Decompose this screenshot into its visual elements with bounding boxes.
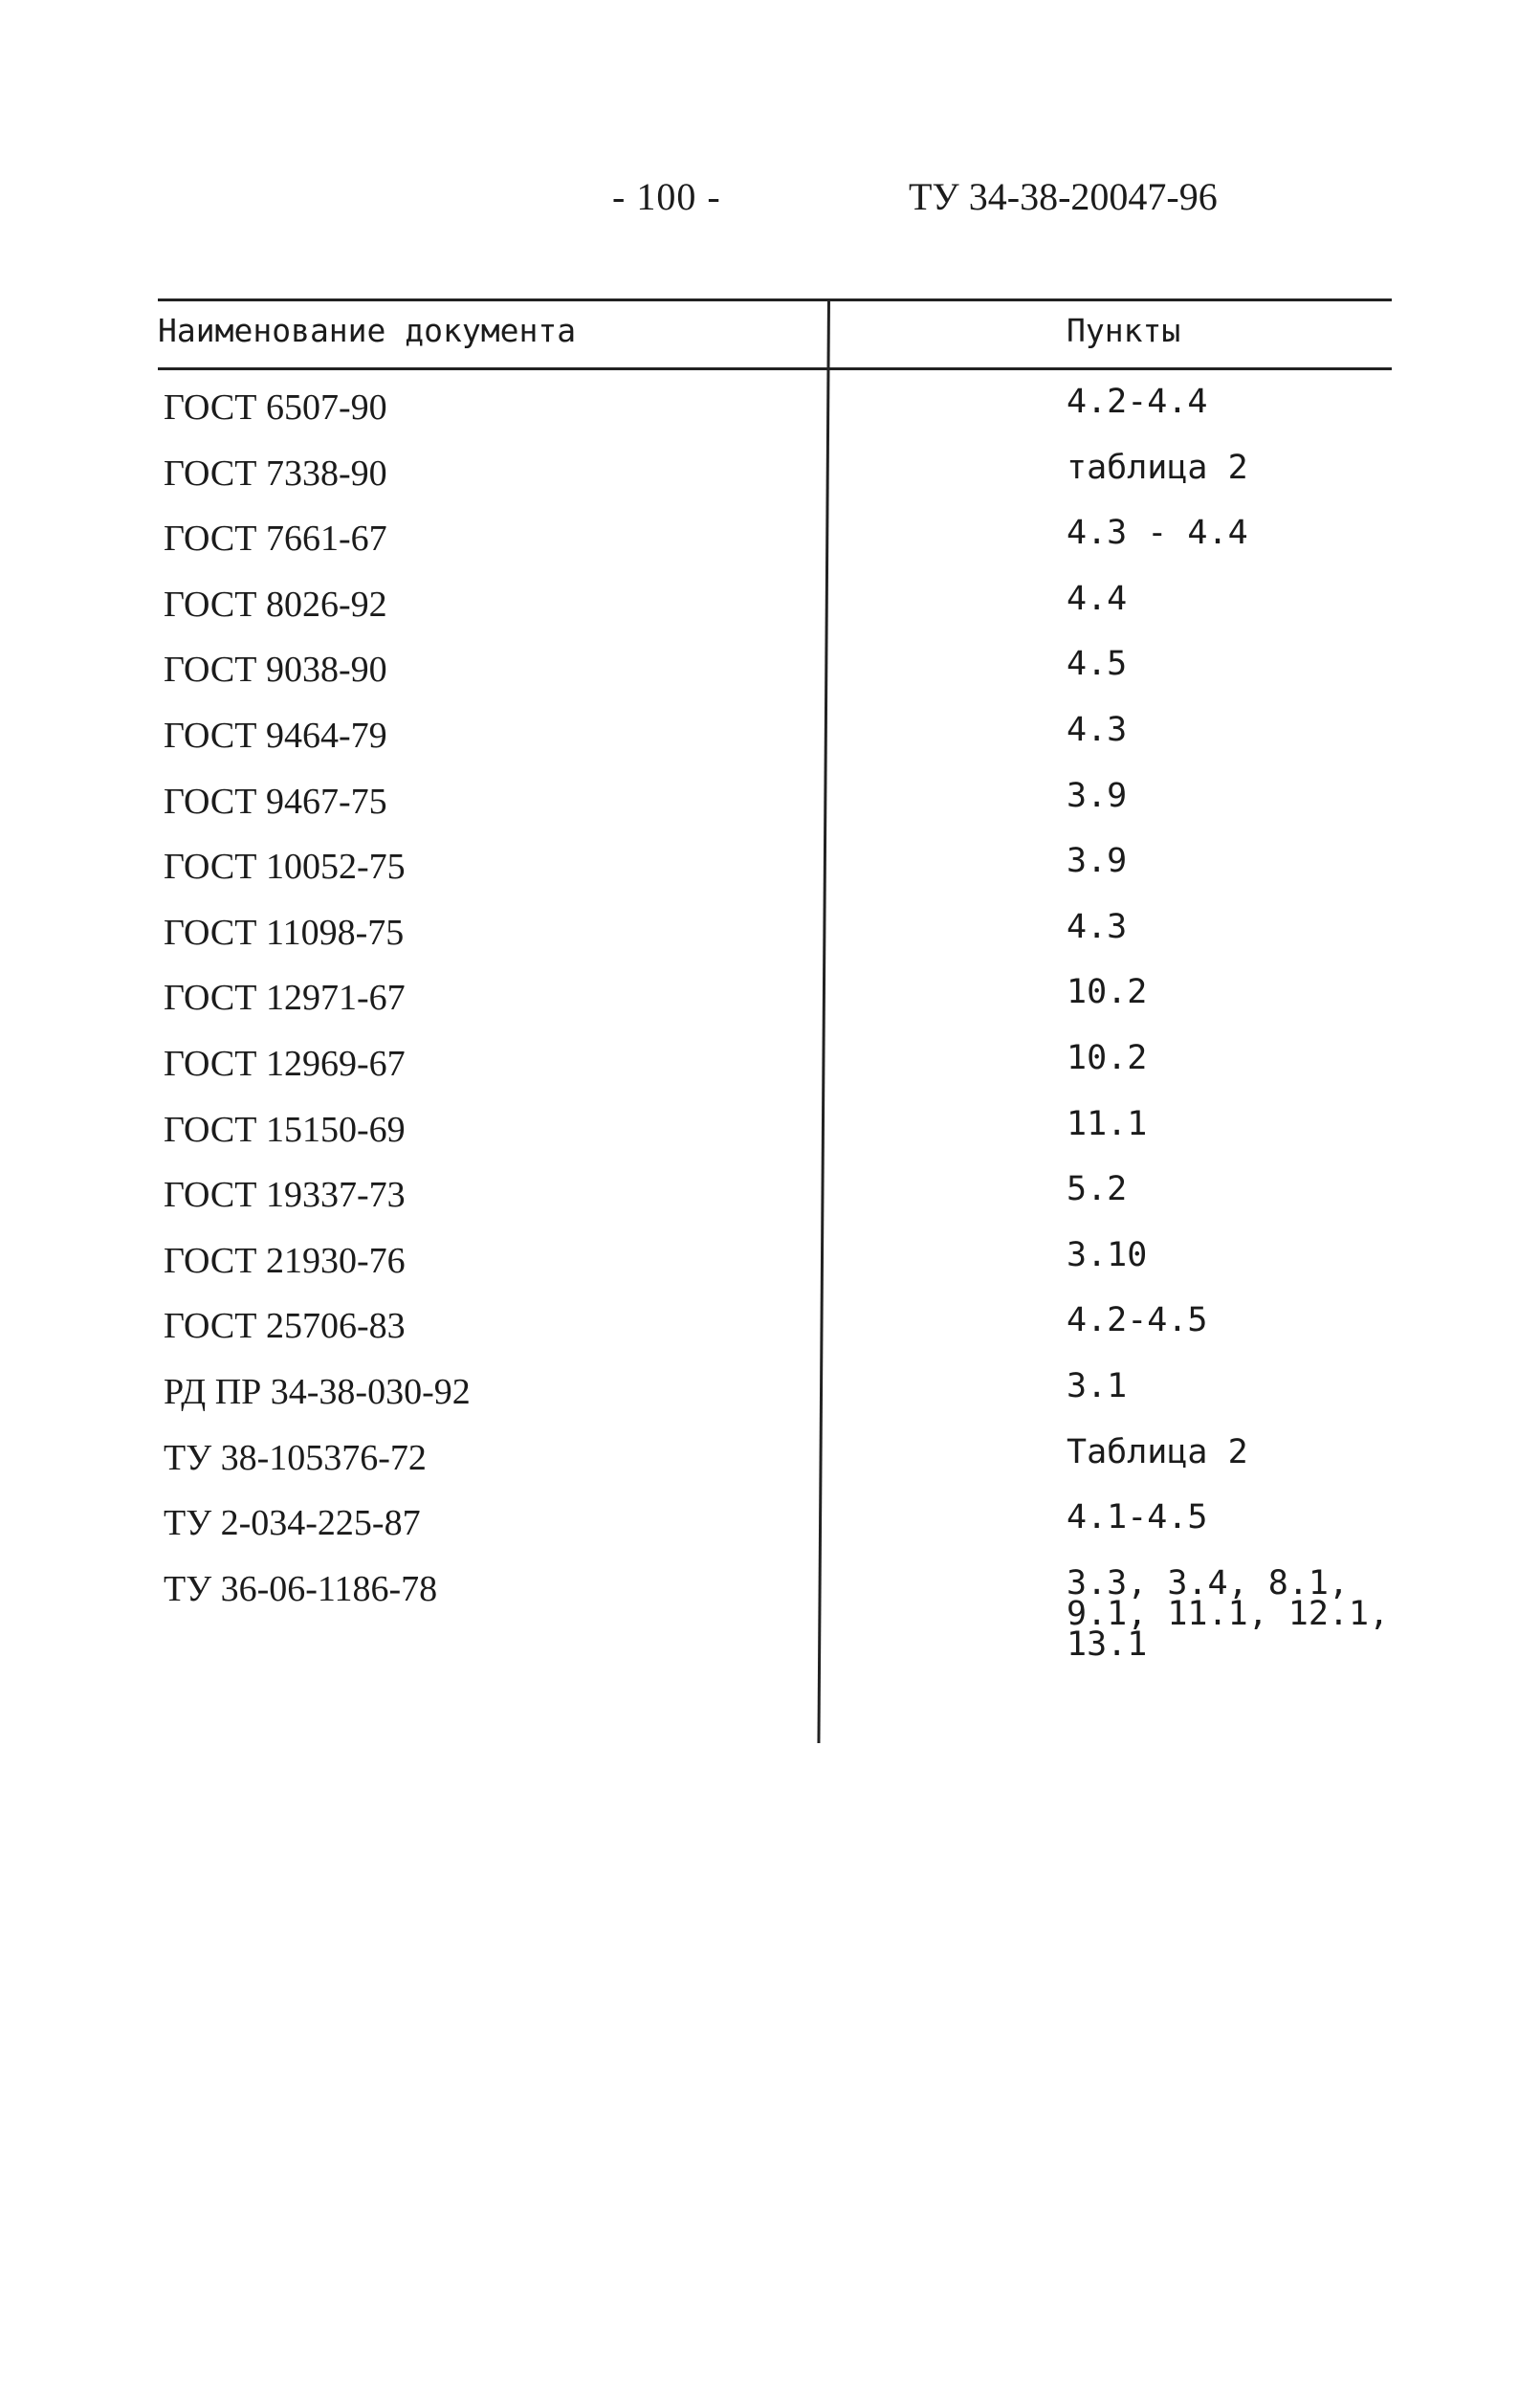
- document-name-cell: ГОСТ 6507-90: [164, 387, 387, 428]
- document-name-cell: ТУ 38-105376-72: [164, 1437, 427, 1478]
- points-cell: 3.3, 3.4, 8.1, 9.1, 11.1, 12.1, 13.1: [1067, 1563, 1390, 1664]
- points-cell: 10.2: [1067, 973, 1148, 1012]
- table-row: [158, 645, 1392, 715]
- table-row: [158, 448, 1392, 519]
- document-name-cell: ГОСТ 9464-79: [164, 715, 387, 756]
- table-row: [158, 1235, 1392, 1306]
- table-row: [158, 710, 1392, 781]
- document-name-cell: ГОСТ 25706-83: [164, 1306, 406, 1347]
- document-name-cell: ГОСТ 11098-75: [164, 912, 405, 953]
- table-row: [158, 1170, 1392, 1240]
- points-cell: 4.3 - 4.4: [1067, 514, 1248, 553]
- table-row: [158, 1366, 1392, 1437]
- table-body: [158, 383, 1392, 1664]
- table-row: [158, 1301, 1392, 1371]
- page-number: - 100 -: [612, 175, 721, 218]
- points-cell: 4.2-4.5: [1067, 1301, 1208, 1340]
- points-cell: 10.2: [1067, 1038, 1148, 1077]
- document-name-cell: ГОСТ 9038-90: [164, 650, 387, 691]
- document-name-cell: ГОСТ 9467-75: [164, 781, 387, 822]
- document-name-cell: ГОСТ 15150-69: [164, 1109, 406, 1150]
- document-name-cell: ТУ 2-034-225-87: [164, 1503, 421, 1544]
- document-name-cell: ГОСТ 12971-67: [164, 978, 406, 1019]
- table-top-rule: [158, 298, 1392, 301]
- table-row: [158, 1038, 1392, 1109]
- document-name-cell: ГОСТ 8026-92: [164, 584, 387, 625]
- table-row: [158, 907, 1392, 978]
- points-cell: 4.3: [1067, 710, 1128, 749]
- table-row: [158, 1104, 1392, 1175]
- points-cell: 4.3: [1067, 907, 1128, 946]
- column-header-document-name: Наименование документа: [158, 312, 577, 349]
- table-row: [158, 579, 1392, 650]
- points-cell: Таблица 2: [1067, 1432, 1248, 1471]
- points-cell: таблица 2: [1067, 448, 1248, 487]
- points-cell: 4.1-4.5: [1067, 1498, 1208, 1537]
- points-cell: 3.10: [1067, 1235, 1148, 1274]
- table-row: [158, 776, 1392, 847]
- points-cell: 3.9: [1067, 776, 1128, 815]
- page-header: [0, 174, 1540, 232]
- table-row: [158, 973, 1392, 1043]
- table-row: [158, 514, 1392, 584]
- document-name-cell: ГОСТ 12969-67: [164, 1043, 406, 1084]
- document-name-cell: ТУ 36-06-1186-78: [164, 1568, 438, 1609]
- document-name-cell: ГОСТ 19337-73: [164, 1175, 406, 1216]
- points-cell: 4.2-4.4: [1067, 383, 1208, 421]
- table-row: [158, 1563, 1392, 1664]
- table-row: [158, 842, 1392, 912]
- document-name-cell: ГОСТ 7661-67: [164, 519, 387, 560]
- table-row: [158, 1432, 1392, 1503]
- points-cell: 4.5: [1067, 645, 1128, 684]
- column-header-points: Пункты: [1067, 312, 1181, 349]
- document-name-cell: ГОСТ 10052-75: [164, 847, 406, 888]
- document-name-cell: РД ПР 34-38-030-92: [164, 1371, 471, 1412]
- points-cell: 3.9: [1067, 842, 1128, 881]
- document-code: ТУ 34-38-20047-96: [909, 175, 1218, 218]
- table-row: [158, 383, 1392, 453]
- document-name-cell: ГОСТ 7338-90: [164, 453, 387, 494]
- points-cell: 5.2: [1067, 1170, 1128, 1209]
- points-cell: 11.1: [1067, 1104, 1148, 1143]
- table-header-rule: [158, 367, 1392, 370]
- table-row: [158, 1498, 1392, 1568]
- points-cell: 4.4: [1067, 579, 1128, 618]
- document-name-cell: ГОСТ 21930-76: [164, 1240, 406, 1281]
- points-cell: 3.1: [1067, 1366, 1128, 1405]
